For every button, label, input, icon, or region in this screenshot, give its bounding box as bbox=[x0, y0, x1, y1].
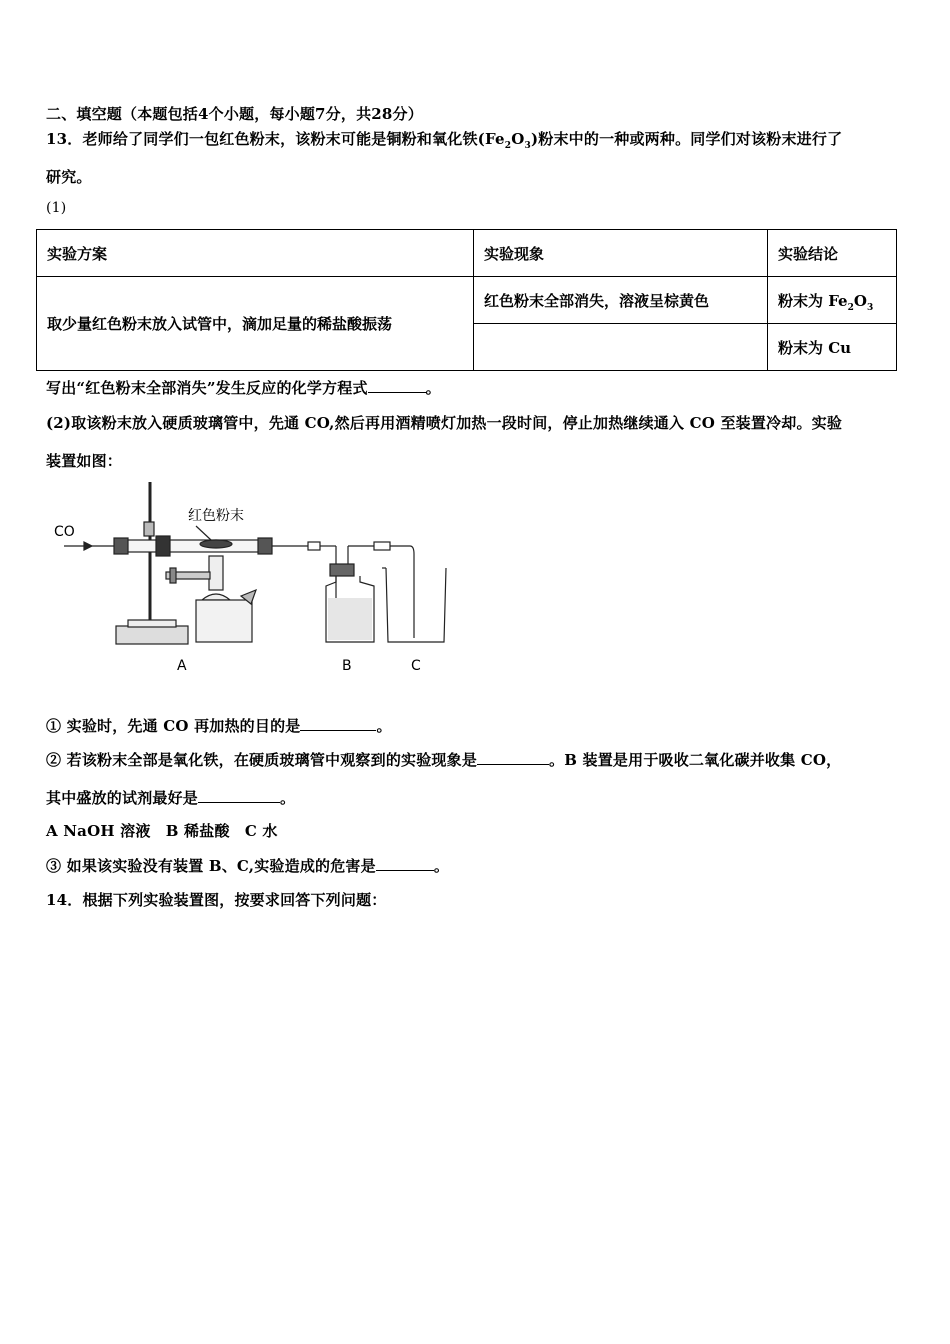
q-ii-line2 bbox=[46, 787, 295, 808]
header-conclusion: 实验结论 bbox=[768, 230, 897, 277]
conclusion1-o: O bbox=[853, 291, 867, 310]
label-b: B bbox=[342, 658, 352, 674]
bottle-b-stopper bbox=[330, 564, 354, 576]
stand-base-top bbox=[128, 620, 176, 627]
write-equation-text: 写出“红色粉末全部消失”发生反应的化学方程式 bbox=[46, 379, 368, 397]
cell-scheme: 取少量红色粉末放入试管中，滴加足量的稀盐酸振荡 bbox=[37, 277, 474, 371]
conclusion1-sub2: 2 bbox=[847, 302, 854, 313]
powder-pointer bbox=[196, 526, 211, 540]
clamp-holder bbox=[144, 522, 154, 536]
answer-blank-iii[interactable] bbox=[376, 857, 434, 871]
apparatus-figure bbox=[46, 478, 466, 683]
experiment-table bbox=[36, 229, 897, 371]
answer-blank-i[interactable] bbox=[300, 717, 376, 731]
part1-label-text: (1) bbox=[46, 200, 67, 216]
cell-conclusion-1 bbox=[768, 277, 897, 324]
q13-intro-line2-text: 研究。 bbox=[46, 168, 92, 186]
header-phenomenon: 实验现象 bbox=[474, 230, 768, 277]
co-label: CO bbox=[54, 524, 75, 540]
burner-neck bbox=[202, 594, 230, 600]
cell-phenomenon-1: 红色粉末全部消失，溶液呈棕黄色 bbox=[474, 277, 768, 324]
q-ii-line1 bbox=[46, 749, 841, 770]
burner-body bbox=[196, 600, 252, 642]
q-i-text: ① 实验时，先通 CO 再加热的目的是 bbox=[46, 717, 301, 735]
answer-blank-ii-phenomenon[interactable] bbox=[477, 751, 549, 765]
q-iii-end: 。 bbox=[433, 857, 450, 875]
q-ii-line2-end: 。 bbox=[280, 789, 296, 807]
answer-blank-ii-reagent[interactable] bbox=[198, 789, 280, 803]
cell-phenomenon-2 bbox=[474, 324, 768, 371]
burner-knob bbox=[170, 568, 176, 583]
rubber-joint-1 bbox=[308, 542, 320, 550]
red-powder bbox=[200, 540, 232, 548]
section-title bbox=[46, 103, 423, 124]
tube-clamp bbox=[156, 536, 170, 556]
q-iii-text: ③ 如果该实验没有装置 B、C,实验造成的危害是 bbox=[46, 857, 376, 875]
c-delivery-tube bbox=[410, 546, 414, 638]
header-scheme: 实验方案 bbox=[37, 230, 474, 277]
part1-label bbox=[46, 200, 66, 216]
label-a: A bbox=[177, 658, 187, 674]
q-iii bbox=[46, 855, 449, 876]
bottle-b-liquid bbox=[328, 598, 372, 640]
table-row-1 bbox=[37, 277, 897, 324]
part2-line1-text: (2)取该粉末放入硬质玻璃管中，先通 CO,然后再用酒精喷灯加热一段时间，停止加热继续通入 CO 至装置冷却。实验 bbox=[46, 414, 843, 432]
q13-intro-b: )粉末中的一种或两种。同学们对该粉末进行了 bbox=[530, 130, 843, 148]
q-i bbox=[46, 715, 392, 736]
tube-stopper-right bbox=[258, 538, 272, 554]
table-header-row bbox=[37, 230, 897, 277]
rubber-joint-2 bbox=[374, 542, 390, 550]
powder-label: 红色粉末 bbox=[188, 508, 244, 524]
q13-intro-o: O bbox=[511, 130, 525, 148]
beaker-c bbox=[386, 568, 446, 642]
q-ii-line2-text: 其中盛放的试剂最好是 bbox=[46, 789, 199, 807]
q14-line bbox=[46, 889, 386, 910]
q13-intro-sub3: 3 bbox=[524, 141, 531, 151]
glass-tube bbox=[116, 540, 266, 552]
q14-text: 14．根据下列实验装置图，按要求回答下列问题： bbox=[46, 891, 387, 909]
q-ii-text-b: 。B 装置是用于吸收二氧化碳并收集 CO， bbox=[549, 751, 842, 769]
options-line bbox=[46, 820, 278, 841]
label-c: C bbox=[411, 658, 421, 674]
part2-line2-text: 装置如图： bbox=[46, 452, 123, 470]
part2-line1 bbox=[46, 412, 842, 433]
conclusion1-sub3: 3 bbox=[866, 302, 874, 313]
write-equation-end: 。 bbox=[425, 379, 441, 397]
part2-line2 bbox=[46, 450, 122, 471]
stand-base bbox=[116, 626, 188, 644]
q13-intro-sub2: 2 bbox=[504, 141, 512, 151]
options-text: A NaOH 溶液 B 稀盐酸 C 水 bbox=[46, 822, 278, 840]
write-equation bbox=[46, 377, 441, 398]
burner-tube bbox=[209, 556, 223, 590]
q-i-end: 。 bbox=[376, 717, 392, 735]
q13-intro-line2 bbox=[46, 166, 92, 187]
tube-stopper-left bbox=[114, 538, 128, 554]
section-title-text: 二、填空题（本题包括4个小题，每小题7分，共28分） bbox=[46, 105, 423, 123]
q13-intro-line1 bbox=[46, 128, 842, 149]
cell-conclusion-2: 粉末为 Cu bbox=[768, 324, 897, 371]
q13-intro-a: 13．老师给了同学们一包红色粉末，该粉末可能是铜粉和氧化铁(Fe bbox=[46, 130, 505, 148]
conclusion1-a: 粉末为 Fe bbox=[778, 291, 848, 310]
co-arrow-head bbox=[84, 542, 92, 550]
q-ii-text-a: ② 若该粉末全部是氧化铁，在硬质玻璃管中观察到的实验现象是 bbox=[46, 751, 478, 769]
answer-blank-equation[interactable] bbox=[368, 379, 426, 393]
